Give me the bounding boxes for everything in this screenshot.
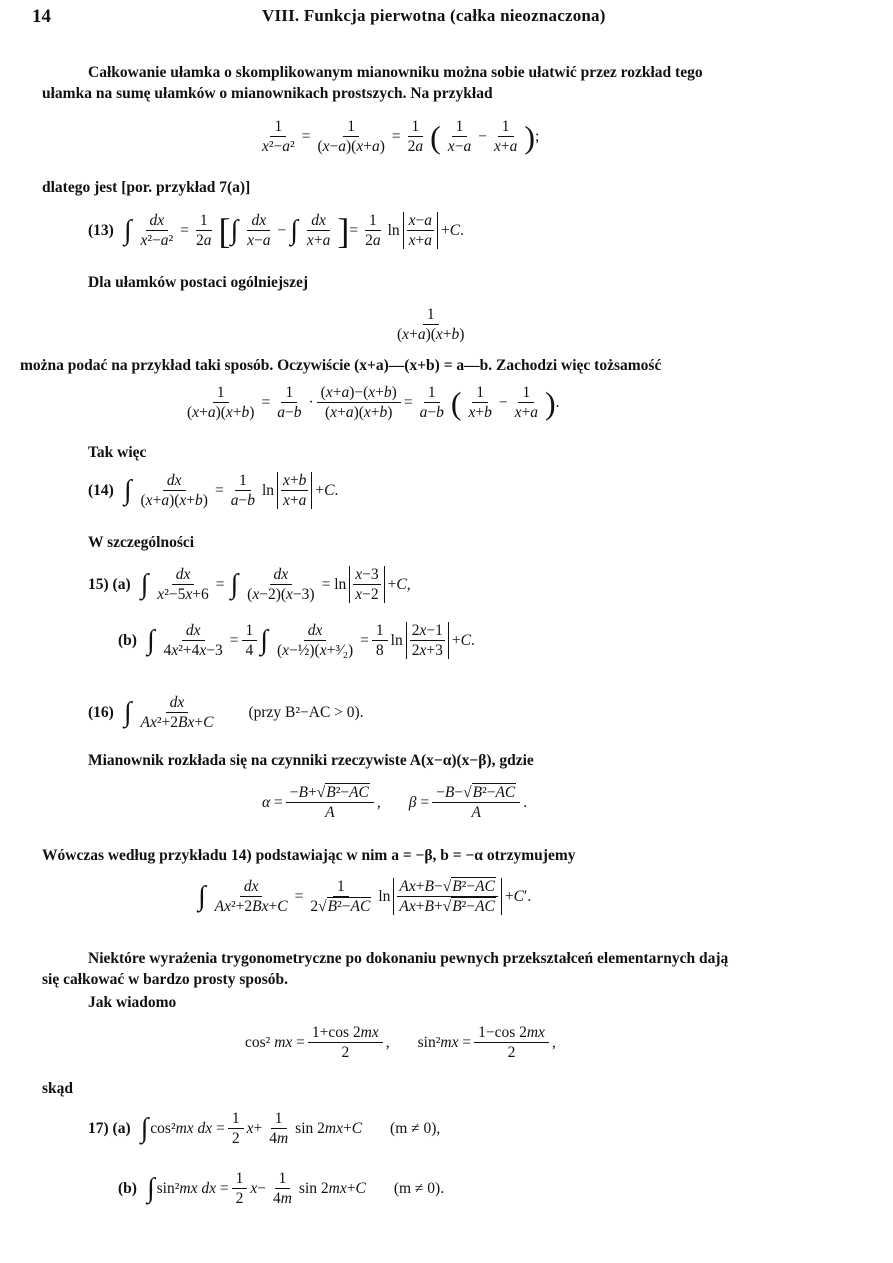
equation-13: (13) ∫ $\frac{dx}{\text{x²−a²}}$ = $\frac{1}{2a}$ [ ∫ $\frac{dx}{x-a}$ − ∫ $\frac{dx}{x+a}$ ] = $\frac{1}{2a}$ ln $\frac{x-a}{x+a}$ +C. (88, 210, 464, 251)
equation-partial-fraction: $\frac{1}{\text{x²−a²}}$ = $\frac{1}{(x-a)(x+a)}$ = $\frac{1}{2a}$ ( $\frac{1}{x-a}$ − $\frac{1}{x+a}$ ) ; (262, 118, 540, 155)
equation-14: (14) ∫ $\frac{dx}{(x+a)(x+b)}$ = $\frac{1}{a-b}$ ln $\frac{x+b}{x+a}$ +C. (88, 472, 339, 509)
equation-condition: (m ≠ 0). (393, 1179, 445, 1197)
equation-label: (16) (88, 703, 114, 721)
paragraph-line: dlatego jest [por. przykład 7(a)] (42, 179, 251, 196)
paragraph-line: skąd (42, 1080, 74, 1097)
equation-15a: 15) (a) ∫ $\frac{dx}{\text{x²−5x+6}}$ = ∫ $\frac{dx}{(x-2)(x-3)}$ = ln $\frac{x-3}{x-2}$ +C, (88, 566, 411, 603)
equation-16-result: ∫ $\frac{dx}{\text{Ax²+2Bx+C}}$ = $\frac{1}{\text{2√B²−AC}}$ ln $\frac{\text{Ax+B−√B²−AC}}{\text{Ax+B+√B²−AC}}$ +C′. (198, 878, 532, 915)
equation-16: (16) ∫ $\frac{dx}{\text{Ax²+2Bx+C}}$ (przy B²−AC > 0). (88, 694, 364, 731)
equation-condition: (m ≠ 0), (390, 1119, 441, 1137)
equation-17b: (b) ∫ sin²mx dx = $\frac{1}{2}$ x− $\frac{1}{4m}$ sin 2mx+C (m ≠ 0). (118, 1170, 445, 1207)
paragraph-line: Dla ułamków postaci ogólniejszej (88, 274, 309, 291)
equation-17a: 17) (a) ∫ cos²mx dx = $\frac{1}{2}$ x+ $\frac{1}{4m}$ sin 2mx+C (m ≠ 0), (88, 1110, 441, 1147)
equation-label: (b) (118, 631, 137, 649)
paragraph-line: W szczególności (88, 534, 195, 551)
equation-label: (b) (118, 1179, 137, 1197)
paragraph-line: można podać na przykład taki sposób. Oczywiście (x+a)—(x+b) = a—b. Zachodzi więc tożsamość (20, 357, 662, 374)
equation-general-fraction: $\frac{1}{(x+a)(x+b)}$ (397, 306, 465, 343)
running-head: VIII. Funkcja pierwotna (całka nieoznaczona) (262, 6, 606, 25)
paragraph-line: Wówczas według przykładu 14) podstawiając w nim a = −β, b = −α otrzymujemy (42, 847, 576, 864)
equation-15b: (b) ∫ $\frac{dx}{\text{4x²+4x−3}}$ = $\frac{1}{4}$ ∫ $\frac{dx}{\text{(x−½)(x+³⁄₂)}}$ = $\frac{1}{8}$ ln $\frac{2x-1}{2x+3}$ +C. (118, 622, 475, 659)
paragraph-line: Mianownik rozkłada się na czynniki rzeczywiste A(x−α)(x−β), gdzie (88, 752, 534, 769)
equation-label: 15) (a) (88, 575, 131, 593)
paragraph-line: ułamka na sumę ułamków o mianownikach prostszych. Na przykład (42, 85, 493, 102)
page-number: 14 (32, 6, 51, 27)
equation-label: 17) (a) (88, 1119, 131, 1137)
paragraph-line: Niektóre wyrażenia trygonometryczne po dokonaniu pewnych przekształceń elementarnych dają (88, 950, 729, 967)
equation-label: (14) (88, 481, 114, 499)
equation-condition: (przy B²−AC > 0). (248, 703, 364, 721)
equation-identity: $\frac{1}{(x+a)(x+b)}$ = $\frac{1}{a-b}$ · $\frac{(x+a)-(x+b)}{(x+a)(x+b)}$ = $\frac{1}{a-b}$ ( $\frac{1}{x+b}$ − $\frac{1}{x+a}$ ) . (187, 384, 560, 421)
paragraph-line: się całkować w bardzo prosty sposób. (42, 971, 289, 988)
equation-label: (13) (88, 221, 114, 239)
paragraph-line: Tak więc (88, 444, 147, 461)
paragraph-line: Jak wiadomo (88, 994, 177, 1011)
paragraph-line: Całkowanie ułamka o skomplikowanym mianowniku można sobie ułatwić przez rozkład tego (88, 64, 703, 81)
equation-roots: α = $\frac{\text{−B+√B²−AC}}{A}$ , β = $\frac{\text{−B−√B²−AC}}{A}$ . (262, 784, 528, 821)
equation-trig-identities: cos² mx = $\frac{1+\cos 2mx}{2}$ , sin²mx = $\frac{1-\cos 2mx}{2}$ , (245, 1024, 556, 1061)
